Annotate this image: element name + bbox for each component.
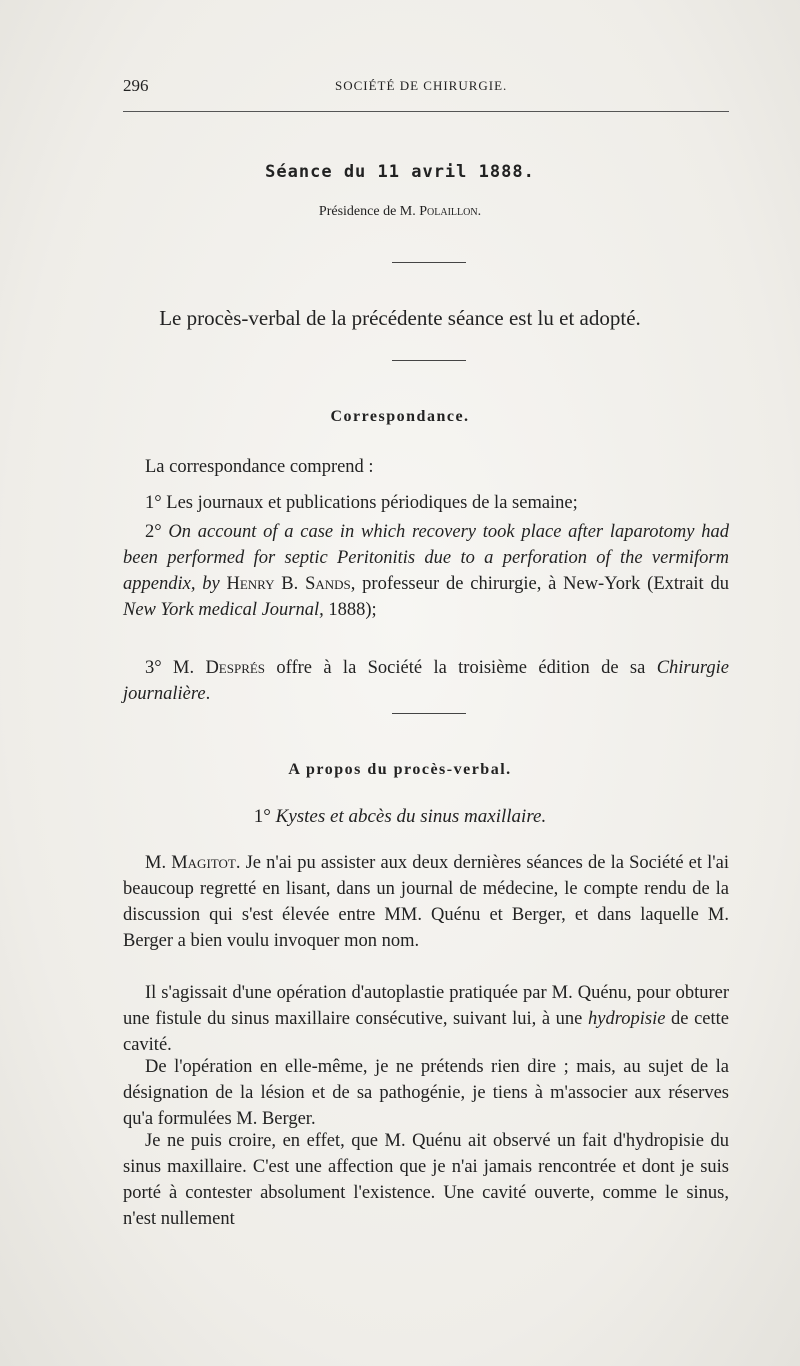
- p2-italic: hydropisie: [588, 1009, 666, 1029]
- item-2-title: On account of a case in which recovery took place after laparotomy had been performed for septic Peritonitis due to a perforation of the vermiform appendix: [123, 522, 729, 594]
- p1-text: . Je n'ai pu assister aux deux dernières séances de la Société et l'ai beaucoup regretté en lisant, dans un journal de médecine, le compte rendu de la discussion qui s'est élevée entre MM. Quénu et Berger, et dans laquelle M. Berger a bien voulu invoquer mon nom.: [123, 853, 729, 951]
- item-3-end: .: [205, 684, 211, 704]
- item-2-by: , by: [190, 574, 227, 594]
- item-3-number: 3° M.: [145, 658, 206, 678]
- presidence-line: [0, 204, 800, 220]
- item-2-end: 1888);: [323, 600, 377, 620]
- separator-rule: [392, 360, 466, 361]
- body-paragraph-3: De l'opération en elle-même, je ne prétends rien dire ; mais, au sujet de la désignation de la lésion et de sa pathogénie, je tiens à m'associer aux réserves qu'a formulées M. Berger.: [123, 1057, 729, 1129]
- president-name: Polaillon.: [419, 204, 482, 219]
- correspondance-item-2: [123, 519, 729, 623]
- seance-title: Séance du 11 avril 1888.: [265, 162, 535, 182]
- item-2-mid: , professeur de chirurgie, à New-York (Extrait du: [350, 574, 729, 594]
- separator-rule: [392, 713, 466, 714]
- body-paragraph-4: Je ne puis croire, en effet, que M. Quénu ait observé un fait d'hydropisie du sinus maxillaire. C'est une affection que je n'ai jamais rencontrée et dont je suis porté à contester absolument l'existence. Une cavité ouverte, comme le sinus, n'est nullement: [123, 1131, 729, 1229]
- p1-speaker: Magitot: [171, 853, 236, 873]
- body-paragraph-1: [123, 850, 729, 954]
- correspondance-heading: Correspondance.: [330, 408, 470, 425]
- item-2-author: Henry B. Sands: [226, 574, 351, 594]
- p1-lead: M.: [145, 853, 172, 873]
- subheading-title: Kystes et abcès du sinus maxillaire.: [275, 806, 547, 827]
- propos-heading: A propos du procès-verbal.: [288, 761, 512, 778]
- header-rule: [123, 111, 729, 112]
- page-number: 296: [123, 76, 149, 95]
- p2-text-b: de cette cavité.: [123, 1009, 730, 1055]
- correspondance-item-3: [123, 655, 729, 707]
- presidence-prefix: Présidence de M.: [318, 204, 420, 219]
- p2-text-a: Il s'agissait d'une opération d'autoplastie pratiquée par M. Quénu, pour obturer une fistule du sinus maxillaire consécutive, suivant lui, à une: [123, 983, 729, 1029]
- item-3-name: Després: [205, 658, 266, 678]
- subheading-number: 1°: [253, 806, 276, 827]
- separator-rule: [392, 262, 466, 263]
- running-head: SOCIÉTÉ DE CHIRURGIE.: [335, 78, 508, 93]
- item-3-book: Chirurgie journalière: [123, 658, 729, 704]
- correspondance-intro: La correspondance comprend :: [145, 457, 374, 477]
- body-paragraph-2: [123, 980, 729, 1058]
- item-3-mid: offre à la Société la troisième édition de sa: [265, 658, 657, 678]
- propos-subheading: [0, 806, 800, 828]
- item-2-journal: New York medical Journal,: [123, 600, 324, 620]
- correspondance-item-1: 1° Les journaux et publications périodiques de la semaine;: [145, 493, 578, 513]
- page-header: [123, 76, 727, 100]
- proces-verbal-statement: Le procès-verbal de la précédente séance est lu et adopté.: [159, 306, 641, 330]
- item-2-number: 2°: [145, 522, 169, 542]
